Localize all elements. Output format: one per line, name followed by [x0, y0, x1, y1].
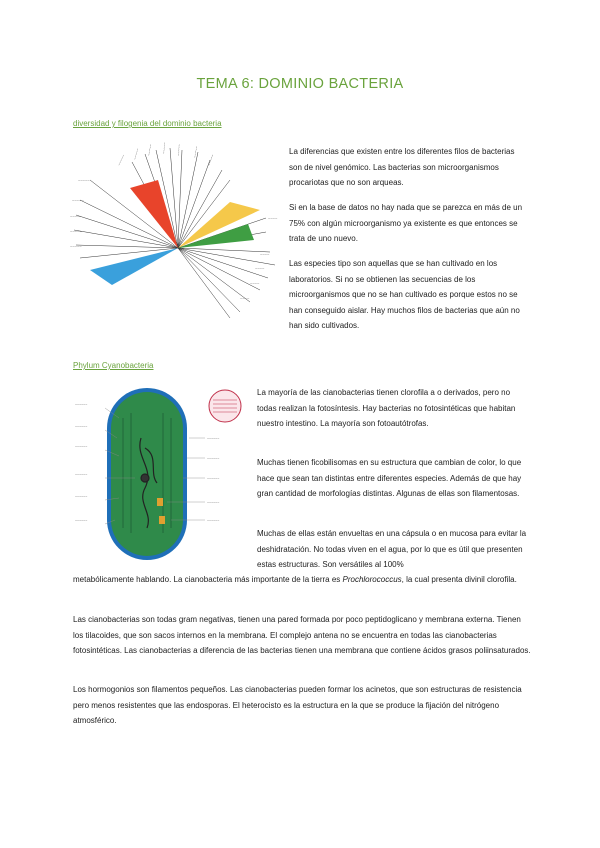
paragraph: Muchas de ellas están envueltas en una cápsula o en mucosa para evitar la deshidratación. No todas viven en el agua, por lo que es útil que presenten estas estructuras. Son versátiles al 100% — [257, 529, 527, 570]
paragraph-text: metabólicamente hablando. La cianobacteria más importante de la tierra es — [73, 575, 343, 584]
svg-text:~~~~~: ~~~~~ — [78, 178, 90, 183]
svg-text:~~~~~: ~~~~~ — [70, 229, 82, 234]
svg-text:~~~~~~: ~~~~~~ — [75, 495, 88, 499]
phylogenetic-tree-figure — [70, 140, 290, 330]
svg-text:~~~~~: ~~~~~ — [206, 153, 215, 167]
paragraph: La mayoría de las cianobacterias tienen clorofila a o derivados, pero no todas realizan la fotosíntesis. Hay bacterias no fotosintéticas que habitan nuestro intestino. La mayoría son fotoautótrofas. — [257, 388, 516, 429]
red-clade — [130, 180, 178, 248]
svg-text:~~~~~: ~~~~~ — [161, 142, 168, 155]
svg-text:~~~~: ~~~~ — [268, 216, 278, 221]
svg-text:~~~~~~: ~~~~~~ — [207, 501, 220, 505]
svg-text:~~~~~~: ~~~~~~ — [75, 473, 88, 477]
section-heading-cyanobacteria: Phylum Cyanobacteria — [73, 361, 154, 370]
svg-text:~~~~: ~~~~ — [240, 296, 250, 301]
inset-detail — [209, 390, 241, 422]
granule — [157, 498, 163, 506]
paragraph: La diferencias que existen entre los diferentes filos de bacterias son de nivel genómico. Las bacterias son microorganismos procariotas que no son arqueas. — [289, 147, 515, 188]
svg-text:~~~~~: ~~~~~ — [176, 144, 182, 157]
svg-text:~~~~~~: ~~~~~~ — [207, 437, 220, 441]
paragraph: Las especies tipo son aquellas que se han cultivado en los laboratorios. Si no se obtienen las secuencias de los microorganismos que no se han cultivado es porque estos no se han conseguido aislar. Hay muchos filos de bacterias que aún no han sido cultivados. — [289, 259, 520, 331]
svg-text:~~~~: ~~~~ — [260, 252, 270, 257]
svg-text:~~~~~~: ~~~~~~ — [75, 445, 88, 449]
paragraph-text: , la cual presenta divinil clorofila. — [401, 575, 517, 584]
svg-text:~~~~: ~~~~ — [255, 266, 265, 271]
svg-text:~~~~~: ~~~~~ — [146, 143, 154, 157]
svg-text:~~~~~~: ~~~~~~ — [75, 403, 88, 407]
svg-text:~~~~~~: ~~~~~~ — [207, 457, 220, 461]
svg-text:~~~~~~: ~~~~~~ — [207, 477, 220, 481]
svg-text:~~~~~~: ~~~~~~ — [207, 519, 220, 523]
svg-text:~~~~: ~~~~ — [250, 281, 260, 286]
species-name: Prochlorococcus — [342, 575, 402, 584]
page-title: TEMA 6: DOMINIO BACTERIA — [196, 76, 404, 92]
paragraph: Las cianobacterias son todas gram negativas, tienen una pared formada por poco peptidoglicano y membrana externa. Tienen los tilacoides, que son sacos internos en la membrana. El complejo antena no se encuentra en todas las cianobacterias fotosintéticas. Las cianobacterias a diferencia de las bacterias tienen una membrana que contiene ácidos grasos poliinsaturados. — [73, 615, 531, 656]
svg-text:~~~~~~: ~~~~~~ — [75, 519, 88, 523]
paragraph: Si en la base de datos no hay nada que se parezca en más de un 75% con algún microorganismo ya existente es que entonces se trata de uno nuevo. — [289, 203, 523, 244]
svg-text:~~~~~: ~~~~~ — [70, 214, 82, 219]
paragraph — [73, 572, 533, 588]
cyanobacterium-cell-figure — [75, 378, 255, 563]
svg-text:~~~~~: ~~~~~ — [72, 198, 84, 203]
granule — [159, 516, 165, 524]
svg-text:~~~~~: ~~~~~ — [192, 145, 200, 159]
blue-clade — [90, 248, 178, 285]
paragraph: Los hormogonios son filamentos pequeños. Las cianobacterias pueden formar los acinetos, que son estructuras de resistencia pero menos resistentes que las endosporas. El heterocisto es la estructura en la que se produce la fijación del nitrógeno atmosférico. — [73, 685, 522, 726]
section-heading-diversity: diversidad y filogenia del dominio bacteria — [73, 119, 222, 128]
svg-text:~~~~~~: ~~~~~~ — [75, 425, 88, 429]
svg-text:~~~~~: ~~~~~ — [70, 244, 82, 249]
svg-text:~~~~~: ~~~~~ — [116, 153, 126, 167]
svg-text:~~~~~: ~~~~~ — [132, 147, 140, 161]
paragraph: Muchas tienen ficobilisomas en su estructura que cambian de color, lo que hace que sean tan distintas entre diferentes especies. Además de que hay gran cantidad de morfologías distintas. Algunas de ellas son filamentosas. — [257, 458, 522, 499]
